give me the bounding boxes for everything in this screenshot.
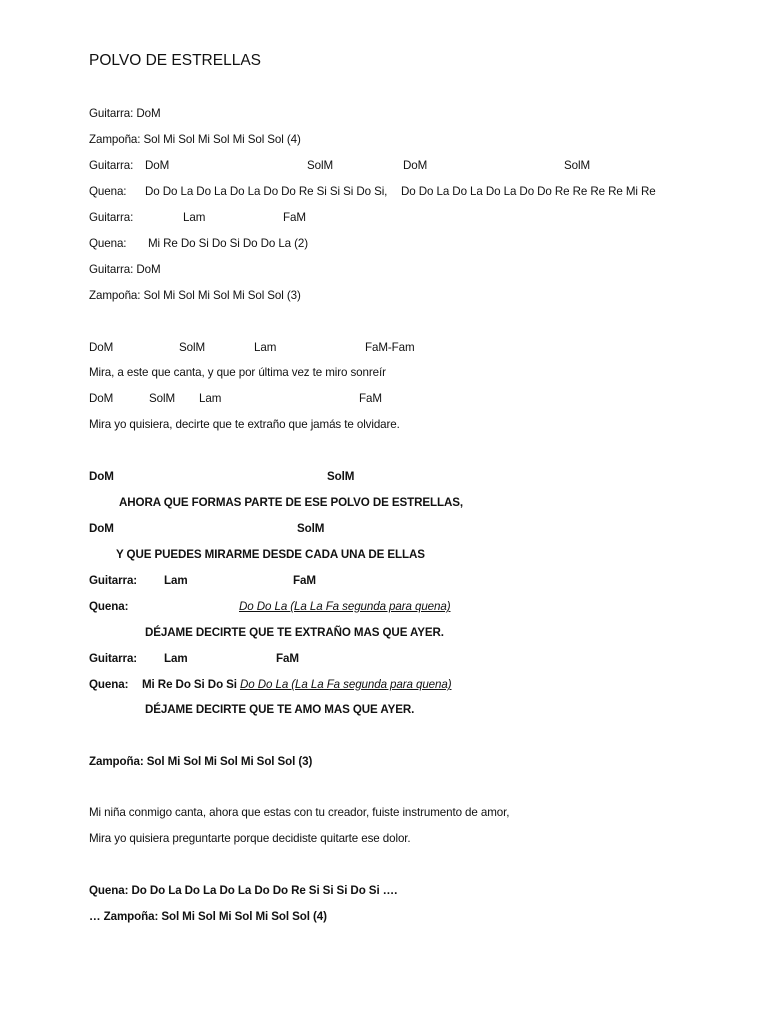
chord: SolM (564, 159, 591, 172)
chord: Lam (164, 574, 188, 587)
chord: Lam (164, 652, 188, 665)
notes: Mi Re Do Si Do Si Do Do La (2) (148, 237, 309, 250)
line-label: Quena: (89, 185, 127, 198)
chord: SolM (149, 392, 176, 405)
line-label: Quena: (89, 600, 129, 613)
chord: DoM (89, 341, 114, 354)
quena-notes: Do Do La (La La Fa segunda para quena) (239, 600, 451, 613)
document-page: POLVO DE ESTRELLAS Guitarra: DoM Zampoña: Sol Mi Sol Mi Sol Mi Sol Sol (4) Guitarra: DoM SolM DoM SolM Quena: Do Do La Do La Do La Do Do Re Si Si Si Do Si, Do Do La Do La Do La Do Do Re Re Re Re Mi Re Guitarra: Lam FaM Quena: Mi Re Do Si Do Si Do Do La (2) Guitarra: DoM Zampoña: Sol Mi Sol Mi Sol Mi Sol Sol (3) DoM SolM Lam FaM-Fam Mira, a este que canta, y que por última vez te miro sonreír DoM SolM Lam FaM Mira yo quisiera, decirte que te extraño que jamás te olvidare. DoM SolM AHORA QUE FORMAS PARTE DE ESE POLVO DE ESTRELLAS, DoM SolM Y QUE PUEDES MIRARME DESDE CADA UNA DE ELLAS Guitarra: Lam FaM Quena: Do Do La (La La Fa segunda para quena) DÉJAME DECIRTE QUE TE EXTRAÑO MAS QUE AYER. Guitarra: Lam FaM Quena: Mi Re Do Si Do Si Do Do La (La La Fa segunda para quena) DÉJAME DECIRTE QUE TE AMO MAS QUE AYER. Zampoña: Sol Mi Sol Mi Sol Mi Sol Sol (3) Mi niña conmigo canta, ahora que estas con tu creador, fuiste instrumento de amor, Mira yo quisiera preguntarte porque decidiste quitarte ese dolor. Quena: Do Do La Do La Do La Do Do Re Si Si Si Do Si …. … Zampoña: Sol Mi Sol Mi Sol Mi Sol Sol (4) (89, 52, 656, 923)
chord: Lam (254, 341, 277, 354)
chord: FaM (283, 211, 306, 224)
chord: DoM (89, 470, 114, 483)
chord: SolM (327, 470, 355, 483)
chord: FaM (359, 392, 382, 405)
chord: DoM (89, 522, 114, 535)
chord: FaM (293, 574, 316, 587)
chord: SolM (307, 159, 334, 172)
line-label: Guitarra: (89, 211, 134, 224)
chord: DoM (145, 159, 170, 172)
chord: DoM (89, 392, 114, 405)
song-title: POLVO DE ESTRELLAS (89, 52, 261, 69)
chord: SolM (297, 522, 325, 535)
line-label: Guitarra: (89, 652, 138, 665)
line-label: Guitarra: (89, 159, 134, 172)
chord: SolM (179, 341, 206, 354)
chord: Lam (183, 211, 206, 224)
chord: DoM (403, 159, 428, 172)
notes: Do Do La Do La Do La Do Do Re Si Si Si Do Si, (145, 185, 388, 198)
chord: FaM-Fam (365, 341, 415, 354)
notes: Mi Re Do Si Do Si (142, 678, 237, 691)
chord: Lam (199, 392, 222, 405)
line-label: Guitarra: (89, 574, 138, 587)
line-label: Quena: (89, 678, 129, 691)
line-label: Quena: (89, 237, 127, 250)
notes: Do Do La Do La Do La Do Do Re Re Re Re Mi Re (401, 185, 656, 198)
quena-notes: Do Do La (La La Fa segunda para quena) (240, 678, 452, 691)
chord: FaM (276, 652, 299, 665)
